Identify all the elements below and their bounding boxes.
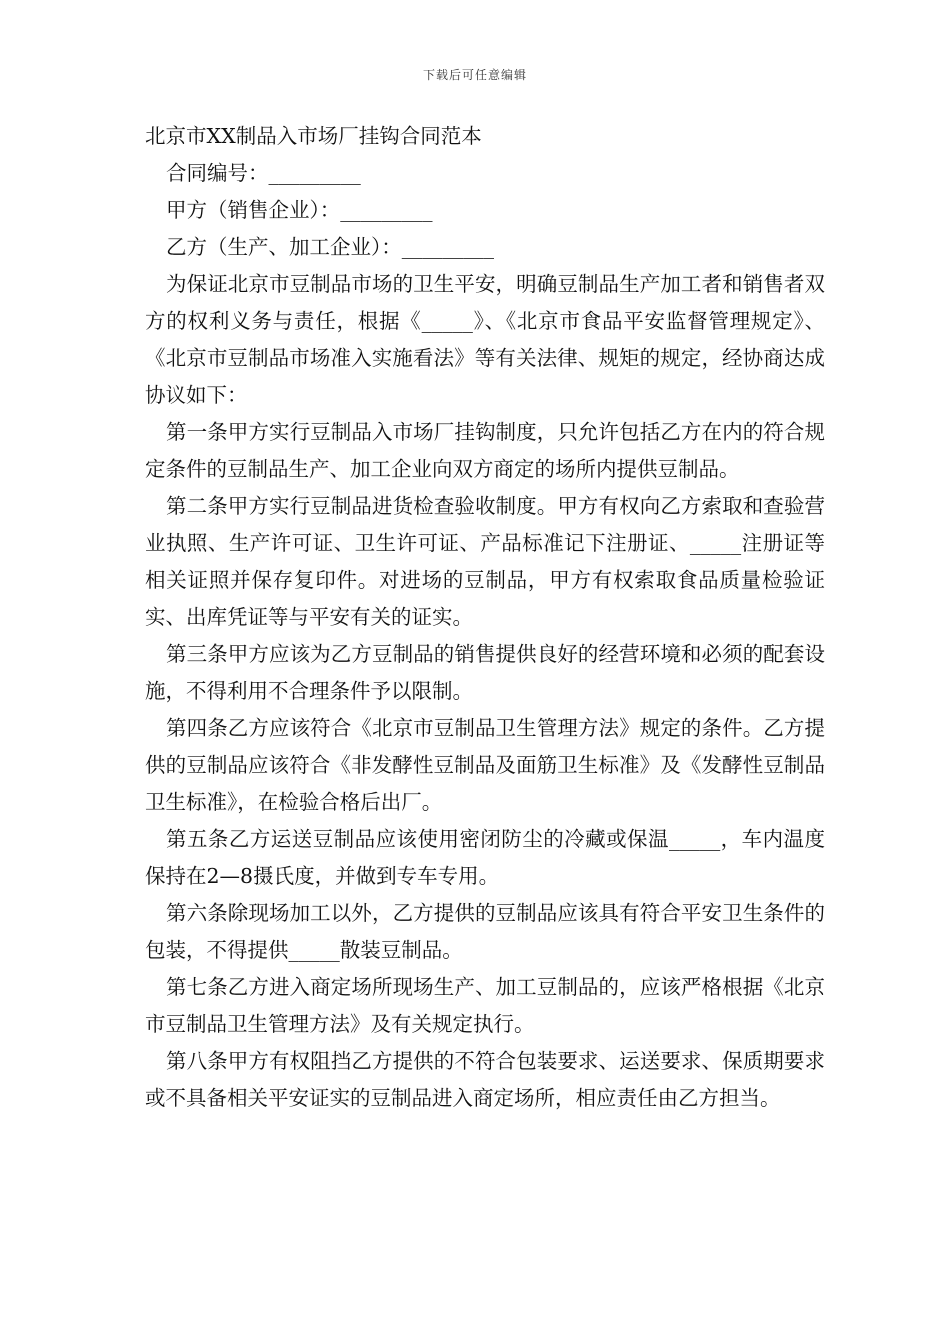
article-8: 第八条甲方有权阻挡乙方提供的不符合包装要求、运送要求、保质期要求或不具备相关平安证实的豆制品进入商定场所，相应责任由乙方担当。 bbox=[145, 1049, 825, 1110]
article-2: 第二条甲方实行豆制品进货检查验收制度。甲方有权向乙方索取和查验营业执照、生产许可证、卫生许可证、产品标准记下注册证、_____注册证等相关证照并保存复印件。对进场的豆制品，甲方有权索取食品质量检验证实、出库凭证等与平安有关的证实。 bbox=[145, 494, 825, 629]
document-title: 北京市XX制品入市场厂挂钩合同范本 bbox=[145, 124, 482, 148]
header-note: 下载后可任意编辑 bbox=[422, 68, 527, 82]
party-a-field: 甲方（销售企业）：_________ bbox=[166, 198, 433, 222]
preamble-paragraph: 为保证北京市豆制品市场的卫生平安，明确豆制品生产加工者和销售者双方的权利义务与责任，根据《_____》、《北京市食品平安监督管理规定》、《北京市豆制品市场准入实施看法》等有关法律、规矩的规定，经协商达成协议如下： bbox=[145, 272, 825, 407]
article-7: 第七条乙方进入商定场所现场生产、加工豆制品的，应该严格根据《北京市豆制品卫生管理方法》及有关规定执行。 bbox=[145, 975, 825, 1036]
article-5: 第五条乙方运送豆制品应该使用密闭防尘的冷藏或保温_____，车内温度保持在2—8摄氏度，并做到专车专用。 bbox=[145, 827, 825, 888]
contract-number-field: 合同编号：_________ bbox=[166, 161, 361, 185]
article-3: 第三条甲方应该为乙方豆制品的销售提供良好的经营环境和必须的配套设施，不得利用不合理条件予以限制。 bbox=[145, 642, 825, 703]
article-6: 第六条除现场加工以外，乙方提供的豆制品应该具有符合平安卫生条件的包装，不得提供_____散装豆制品。 bbox=[145, 901, 825, 962]
article-4: 第四条乙方应该符合《北京市豆制品卫生管理方法》规定的条件。乙方提供的豆制品应该符合《非发酵性豆制品及面筋卫生标准》及《发酵性豆制品卫生标准》，在检验合格后出厂。 bbox=[145, 716, 825, 814]
article-1: 第一条甲方实行豆制品入市场厂挂钩制度，只允许包括乙方在内的符合规定条件的豆制品生产、加工企业向双方商定的场所内提供豆制品。 bbox=[145, 420, 825, 481]
document-body bbox=[145, 118, 825, 1117]
party-b-field: 乙方（生产、加工企业）：_________ bbox=[166, 235, 494, 259]
